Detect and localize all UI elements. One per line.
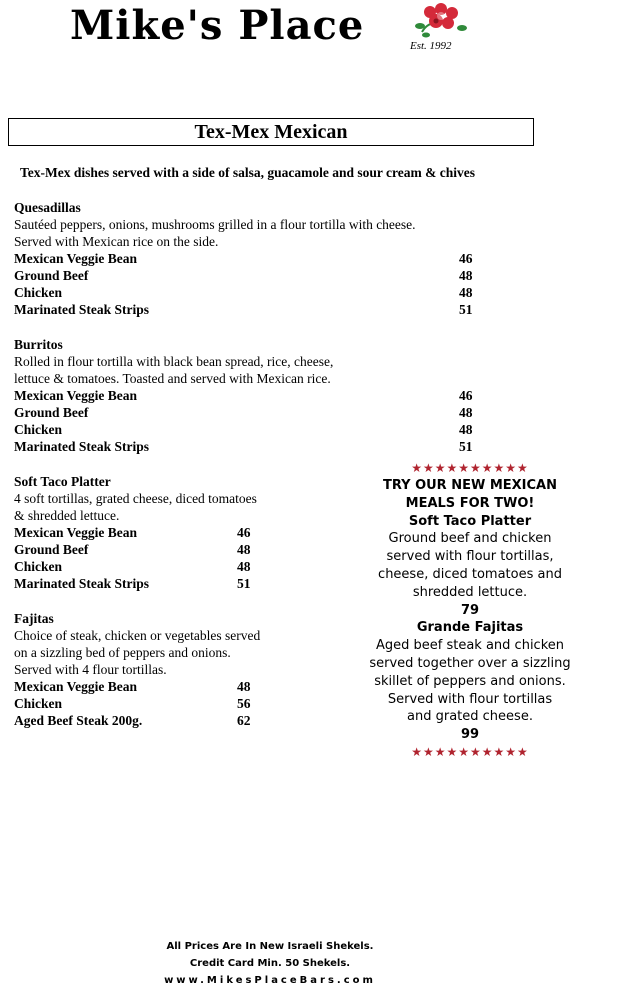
item-price: 51 xyxy=(459,302,473,317)
menu-item xyxy=(14,558,257,575)
promo-meal-price: 99 xyxy=(460,727,480,743)
section-desc-line: Sautéed peppers, onions, mushrooms grilled in a flour tortilla with cheese. xyxy=(14,217,416,232)
section-desc-line: 4 soft tortillas, grated cheese, diced tomatoes xyxy=(14,491,257,506)
menu-item xyxy=(14,695,260,712)
item-price: 46 xyxy=(459,388,473,403)
promo-meal-name: Soft Taco Platter xyxy=(408,513,532,529)
item-label: Mexican Veggie Bean xyxy=(14,388,137,403)
page-title: Tex-Mex Mexican xyxy=(8,118,534,146)
item-label: Chicken xyxy=(14,696,63,711)
promo-meals-for-two xyxy=(368,460,572,761)
promo-meal-price: 79 xyxy=(460,602,480,618)
promo-meal-name: Grande Fajitas xyxy=(416,620,524,636)
page-subtitle: Tex-Mex dishes served with a side of salsa, guacamole and sour cream & chives xyxy=(20,165,475,180)
menu-item xyxy=(14,284,473,301)
menu-item xyxy=(14,301,473,318)
promo-meal-desc-line: cheese, diced tomatoes and xyxy=(378,566,562,582)
menu-item xyxy=(14,575,257,592)
promo-meal-desc-line: served together over a sizzling xyxy=(369,655,571,671)
item-price: 48 xyxy=(237,542,251,557)
section-soft-taco xyxy=(14,473,257,592)
promo-meal-desc-line: and grated cheese. xyxy=(407,709,533,725)
item-label: Ground Beef xyxy=(14,542,89,557)
item-label: Chicken xyxy=(14,559,63,574)
section-name: Fajitas xyxy=(14,611,54,626)
footer-website-link[interactable]: www.MikesPlaceBars.com xyxy=(164,975,376,986)
promo-meal-desc-line: skillet of peppers and onions. xyxy=(374,673,566,689)
menu-item xyxy=(14,250,473,267)
footer-currency-note: All Prices Are In New Israeli Shekels. xyxy=(166,941,374,952)
section-desc-line: Served with Mexican rice on the side. xyxy=(14,234,219,249)
section-desc-line: lettuce & tomatoes. Toasted and served with Mexican rice. xyxy=(14,371,331,386)
section-desc-line: Rolled in flour tortilla with black bean spread, rice, cheese, xyxy=(14,354,334,369)
item-price: 48 xyxy=(237,559,251,574)
menu-item xyxy=(14,421,473,438)
item-label: Marinated Steak Strips xyxy=(14,576,149,591)
item-label: Chicken xyxy=(14,285,63,300)
menu-item xyxy=(14,678,260,695)
promo-meal-desc-line: Ground beef and chicken xyxy=(388,531,552,547)
promo-meal-desc-line: served with flour tortillas, xyxy=(386,549,554,565)
rose-icon xyxy=(414,2,468,40)
item-label: Marinated Steak Strips xyxy=(14,302,149,317)
item-price: 48 xyxy=(459,268,473,283)
section-burritos xyxy=(14,336,473,455)
menu-item xyxy=(14,541,257,558)
item-price: 51 xyxy=(237,576,251,591)
promo-meal-desc-line: shredded lettuce. xyxy=(412,584,528,600)
menu-item xyxy=(14,712,260,729)
item-price: 62 xyxy=(237,713,251,728)
item-label: Aged Beef Steak 200g. xyxy=(14,713,143,728)
promo-meal-desc-line: Served with flour tortillas xyxy=(387,691,553,707)
item-label: Ground Beef xyxy=(14,268,89,283)
logo xyxy=(70,2,480,54)
item-label: Mexican Veggie Bean xyxy=(14,679,137,694)
section-desc-line: on a sizzling bed of peppers and onions. xyxy=(14,645,231,660)
promo-heading-line: MEALS FOR TWO! xyxy=(405,495,535,511)
stars-divider-top: ★★★★★★★★★★ xyxy=(411,461,529,475)
item-price: 56 xyxy=(237,696,251,711)
section-name: Soft Taco Platter xyxy=(14,474,111,489)
section-desc-line: Choice of steak, chicken or vegetables served xyxy=(14,628,261,643)
promo-meal-desc-line: Aged beef steak and chicken xyxy=(375,638,565,654)
menu-item xyxy=(14,404,473,421)
section-desc-line: Served with 4 flour tortillas. xyxy=(14,662,167,677)
item-price: 48 xyxy=(459,422,473,437)
item-label: Chicken xyxy=(14,422,63,437)
section-name: Burritos xyxy=(14,337,63,352)
footer xyxy=(140,938,400,989)
item-price: 48 xyxy=(459,285,473,300)
item-price: 46 xyxy=(237,525,251,540)
section-desc-line: & shredded lettuce. xyxy=(14,508,120,523)
menu-item xyxy=(14,438,473,455)
item-label: Mexican Veggie Bean xyxy=(14,525,137,540)
logo-est: Est. 1992 xyxy=(410,40,452,52)
item-price: 51 xyxy=(459,439,473,454)
item-price: 46 xyxy=(459,251,473,266)
logo-text: Mike's Place xyxy=(70,2,365,49)
footer-credit-note: Credit Card Min. 50 Shekels. xyxy=(189,958,351,969)
item-label: Ground Beef xyxy=(14,405,89,420)
section-quesadillas xyxy=(14,199,473,318)
item-label: Marinated Steak Strips xyxy=(14,439,149,454)
menu-item xyxy=(14,267,473,284)
section-fajitas xyxy=(14,610,260,729)
menu-item xyxy=(14,387,473,404)
item-price: 48 xyxy=(237,679,251,694)
promo-heading-line: TRY OUR NEW MEXICAN xyxy=(382,478,558,493)
section-name: Quesadillas xyxy=(14,200,81,215)
item-price: 48 xyxy=(459,405,473,420)
stars-divider-bottom: ★★★★★★★★★★ xyxy=(411,744,529,759)
item-label: Mexican Veggie Bean xyxy=(14,251,137,266)
menu-item xyxy=(14,524,257,541)
